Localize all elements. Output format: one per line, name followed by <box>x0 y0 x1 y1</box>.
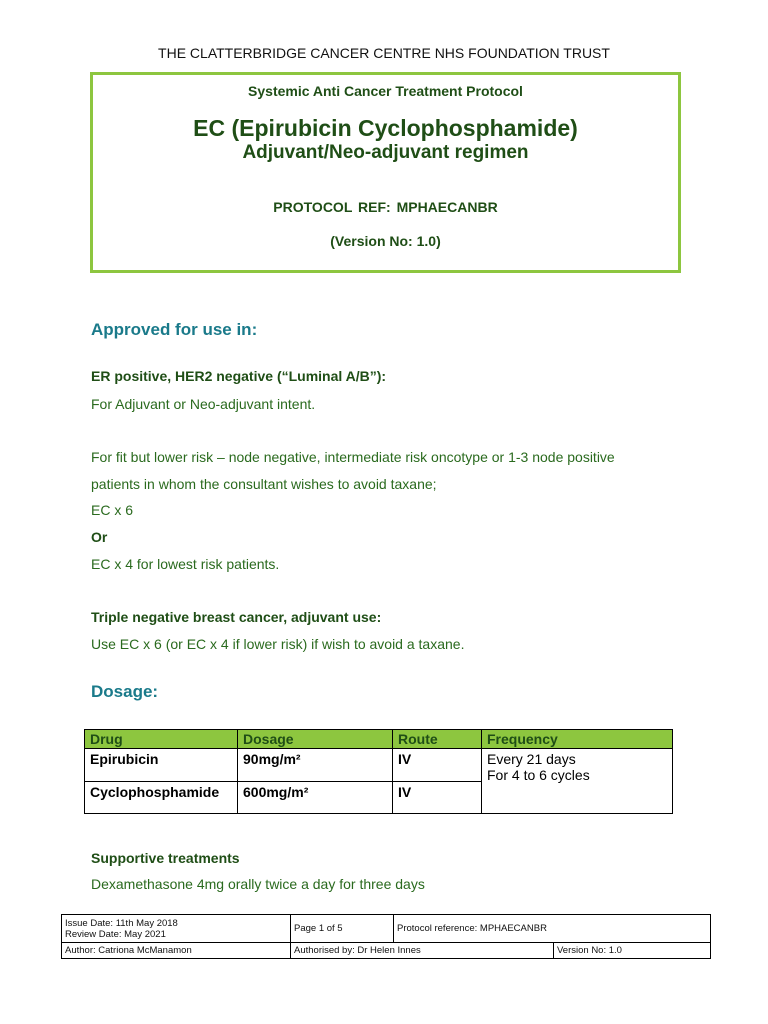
dose-cell: 600mg/m² <box>238 782 393 814</box>
fit-text-line1: For fit but lower risk – node negative, intermediate risk oncotype or 1-3 node positive <box>91 449 615 465</box>
footer-version: Version No: 1.0 <box>554 943 711 959</box>
protocol-ref: PROTOCOL REF: MPHAECANBR <box>273 199 498 215</box>
er-positive-heading: ER positive, HER2 negative (“Luminal A/B”): <box>91 368 387 384</box>
protocol-title: EC (Epirubicin Cyclophosphamide) <box>193 115 578 141</box>
supportive-heading: Supportive treatments <box>91 850 240 866</box>
drug-cell: Cyclophosphamide <box>85 782 238 814</box>
column-header: Frequency <box>482 730 673 749</box>
frequency-line: For 4 to 6 cycles <box>487 767 590 783</box>
authorised-by: Authorised by: Dr Helen Innes <box>291 943 554 959</box>
regimen-title: Adjuvant/Neo-adjuvant regimen <box>242 142 529 163</box>
dosage-heading: Dosage: <box>91 682 159 701</box>
supportive-text: Dexamethasone 4mg orally twice a day for three days <box>91 876 425 892</box>
protocol-reference: Protocol reference: MPHAECANBR <box>394 915 711 943</box>
tnbc-text: Use EC x 6 (or EC x 4 if lower risk) if wish to avoid a taxane. <box>91 636 465 652</box>
author: Author: Catriona McManamon <box>62 943 291 959</box>
frequency-line: Every 21 days <box>487 751 576 767</box>
drug-cell: Epirubicin <box>85 749 238 782</box>
ec4-text: EC x 4 for lowest risk patients. <box>91 556 280 572</box>
trust-name: THE CLATTERBRIDGE CANCER CENTRE NHS FOUNDATION TRUST <box>158 45 610 61</box>
table-row <box>85 749 673 782</box>
column-header: Drug <box>85 730 238 749</box>
table-header-row <box>85 730 673 749</box>
review-date: Review Date: May 2021 <box>65 928 166 940</box>
column-header: Dosage <box>238 730 393 749</box>
route-cell: IV <box>393 782 482 814</box>
protocol-version: (Version No: 1.0) <box>330 233 441 249</box>
protocol-title-box <box>90 72 681 273</box>
page-number: Page 1 of 5 <box>291 915 394 943</box>
er-intent-text: For Adjuvant or Neo-adjuvant intent. <box>91 396 316 412</box>
approved-heading: Approved for use in: <box>91 320 258 339</box>
protocol-subtitle: Systemic Anti Cancer Treatment Protocol <box>248 83 523 99</box>
dosage-table <box>84 729 673 814</box>
tnbc-heading: Triple negative breast cancer, adjuvant use: <box>91 609 382 625</box>
issue-date: Issue Date: 11th May 2018 <box>65 917 178 929</box>
or-text: Or <box>91 529 108 545</box>
footer-dates <box>62 915 291 943</box>
document-footer <box>61 914 711 959</box>
ec6-text: EC x 6 <box>91 502 134 518</box>
dose-cell: 90mg/m² <box>238 749 393 782</box>
frequency-cell <box>482 749 673 814</box>
route-cell: IV <box>393 749 482 782</box>
fit-text-line2: patients in whom the consultant wishes to avoid taxane; <box>91 476 437 492</box>
column-header: Route <box>393 730 482 749</box>
